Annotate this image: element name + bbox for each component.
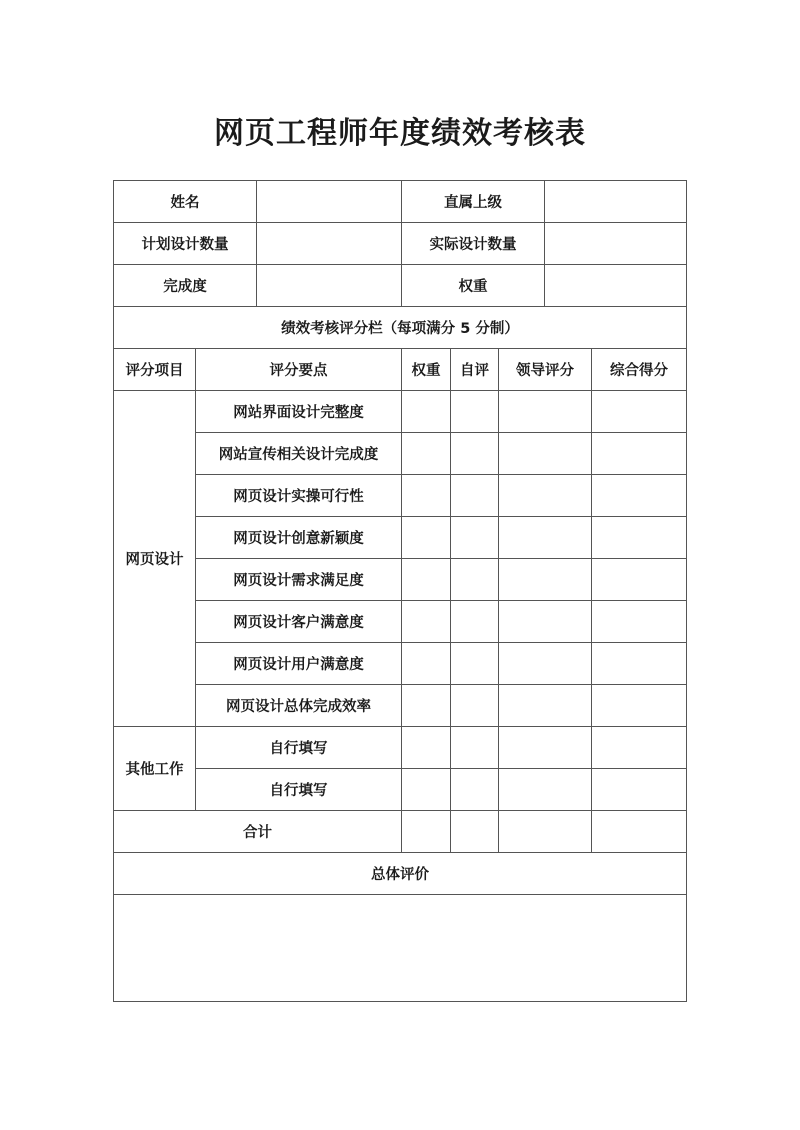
key-point: 网页设计用户满意度: [196, 643, 402, 685]
category-other-work: 其他工作: [114, 727, 196, 811]
self-score-cell[interactable]: [451, 475, 499, 517]
self-score-cell[interactable]: [451, 559, 499, 601]
leader-score-cell[interactable]: [499, 475, 592, 517]
supervisor-field[interactable]: [545, 181, 687, 223]
total-score-cell[interactable]: [592, 601, 687, 643]
self-score-cell[interactable]: [451, 433, 499, 475]
table-row: [114, 433, 687, 475]
leader-score-cell[interactable]: [499, 601, 592, 643]
total-score-cell[interactable]: [592, 811, 687, 853]
actual-quantity-field[interactable]: [545, 223, 687, 265]
weight-cell[interactable]: [402, 517, 451, 559]
total-score-cell[interactable]: [592, 727, 687, 769]
total-score-cell[interactable]: [592, 685, 687, 727]
key-point: 网页设计总体完成效率: [196, 685, 402, 727]
leader-score-cell[interactable]: [499, 391, 592, 433]
leader-score-cell[interactable]: [499, 559, 592, 601]
total-score-cell[interactable]: [592, 643, 687, 685]
weight-cell[interactable]: [402, 727, 451, 769]
key-point: 自行填写: [196, 769, 402, 811]
weight-cell[interactable]: [402, 769, 451, 811]
leader-score-cell[interactable]: [499, 643, 592, 685]
evaluation-comment-area[interactable]: [114, 895, 687, 1002]
header-key-points: 评分要点: [196, 349, 402, 391]
form-title: 网页工程师年度绩效考核表: [214, 116, 586, 151]
key-point: 网站宣传相关设计完成度: [196, 433, 402, 475]
key-point: 网站界面设计完整度: [196, 391, 402, 433]
info-row-2: [114, 223, 687, 265]
header-self-score: 自评: [451, 349, 499, 391]
self-score-cell[interactable]: [451, 685, 499, 727]
leader-score-cell[interactable]: [499, 517, 592, 559]
evaluation-header-row: [114, 853, 687, 895]
table-row: [114, 685, 687, 727]
evaluation-body-row: [114, 895, 687, 1002]
performance-form-table: [113, 180, 687, 1002]
header-total-score: 综合得分: [592, 349, 687, 391]
info-row-3: [114, 265, 687, 307]
self-score-cell[interactable]: [451, 517, 499, 559]
leader-score-cell[interactable]: [499, 769, 592, 811]
self-score-cell[interactable]: [451, 601, 499, 643]
header-leader-score: 领导评分: [499, 349, 592, 391]
table-row: [114, 559, 687, 601]
scoring-column-headers: [114, 349, 687, 391]
self-score-cell[interactable]: [451, 769, 499, 811]
table-row: [114, 517, 687, 559]
table-row: [114, 769, 687, 811]
name-field[interactable]: [257, 181, 402, 223]
info-weight-label: 权重: [402, 265, 545, 307]
weight-cell[interactable]: [402, 475, 451, 517]
info-weight-field[interactable]: [545, 265, 687, 307]
completion-label: 完成度: [114, 265, 257, 307]
table-row: [114, 727, 687, 769]
supervisor-label: 直属上级: [402, 181, 545, 223]
weight-cell[interactable]: [402, 391, 451, 433]
key-point: 网页设计客户满意度: [196, 601, 402, 643]
total-score-cell[interactable]: [592, 559, 687, 601]
key-point: 自行填写: [196, 727, 402, 769]
completion-field[interactable]: [257, 265, 402, 307]
total-leader-score-cell[interactable]: [499, 811, 592, 853]
scoring-section-header: [114, 307, 687, 349]
planned-quantity-field[interactable]: [257, 223, 402, 265]
leader-score-cell[interactable]: [499, 727, 592, 769]
key-point: 网页设计创意新颖度: [196, 517, 402, 559]
weight-cell[interactable]: [402, 685, 451, 727]
weight-cell[interactable]: [402, 601, 451, 643]
header-weight: 权重: [402, 349, 451, 391]
total-row: [114, 811, 687, 853]
header-category: 评分项目: [114, 349, 196, 391]
total-score-cell[interactable]: [592, 769, 687, 811]
self-score-cell[interactable]: [451, 391, 499, 433]
weight-cell[interactable]: [402, 643, 451, 685]
evaluation-label: 总体评价: [114, 853, 687, 895]
total-score-cell[interactable]: [592, 475, 687, 517]
leader-score-cell[interactable]: [499, 685, 592, 727]
total-weight-cell[interactable]: [402, 811, 451, 853]
name-label: 姓名: [114, 181, 257, 223]
key-point: 网页设计需求满足度: [196, 559, 402, 601]
planned-quantity-label: 计划设计数量: [114, 223, 257, 265]
actual-quantity-label: 实际设计数量: [402, 223, 545, 265]
total-label: 合计: [114, 811, 402, 853]
table-row: [114, 475, 687, 517]
total-score-cell[interactable]: [592, 433, 687, 475]
total-self-score-cell[interactable]: [451, 811, 499, 853]
table-row: [114, 643, 687, 685]
table-row: [114, 391, 687, 433]
table-row: [114, 601, 687, 643]
total-score-cell[interactable]: [592, 517, 687, 559]
key-point: 网页设计实操可行性: [196, 475, 402, 517]
weight-cell[interactable]: [402, 559, 451, 601]
total-score-cell[interactable]: [592, 391, 687, 433]
leader-score-cell[interactable]: [499, 433, 592, 475]
self-score-cell[interactable]: [451, 643, 499, 685]
weight-cell[interactable]: [402, 433, 451, 475]
category-web-design: 网页设计: [114, 391, 196, 727]
self-score-cell[interactable]: [451, 727, 499, 769]
info-row-1: [114, 181, 687, 223]
scoring-section-title: 绩效考核评分栏（每项满分 5 分制）: [114, 307, 687, 349]
